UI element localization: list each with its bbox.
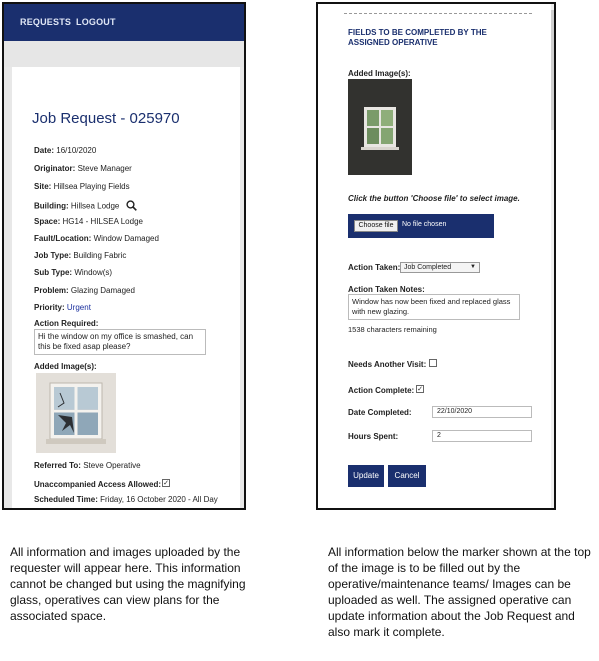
- field-site: Site: Hillsea Playing Fields: [34, 182, 130, 191]
- characters-remaining: 1538 characters remaining: [348, 325, 437, 334]
- field-fault-location: Fault/Location: Window Damaged: [34, 234, 159, 243]
- unaccompanied-access-checkbox[interactable]: ✓: [163, 480, 169, 487]
- action-complete-checkbox[interactable]: ✓: [417, 386, 423, 393]
- needs-another-visit-label: Needs Another Visit:: [348, 360, 427, 369]
- date-completed-label: Date Completed:: [348, 408, 412, 417]
- action-taken-select[interactable]: Job Completed ▼: [400, 262, 480, 273]
- action-complete-label: Action Complete:: [348, 386, 415, 395]
- field-date: Date: 16/10/2020: [34, 146, 97, 155]
- no-file-chosen-text: No file chosen: [402, 221, 447, 228]
- action-taken-label: Action Taken:: [348, 263, 401, 272]
- action-notes-textarea[interactable]: Window has now been fixed and replaced glass with new glazing.: [348, 294, 520, 320]
- field-sub-type: Sub Type: Window(s): [34, 268, 113, 277]
- field-referred-to: Referred To: Steve Operative: [34, 461, 141, 470]
- top-navbar: [4, 4, 244, 41]
- date-completed-input[interactable]: 22/10/2020: [432, 406, 532, 418]
- field-space: Space: HG14 - HILSEA Lodge: [34, 217, 143, 226]
- choose-file-button[interactable]: Choose file: [354, 220, 398, 232]
- hours-spent-label: Hours Spent:: [348, 432, 399, 441]
- action-required-text: Hi the window on my office is smashed, can this be fixed asap please?: [34, 329, 206, 355]
- operative-view-screenshot: [316, 2, 556, 510]
- section-marker-divider: [344, 13, 532, 14]
- chevron-down-icon: ▼: [470, 264, 476, 270]
- field-originator: Originator: Steve Manager: [34, 164, 132, 173]
- hours-spent-input[interactable]: 2: [432, 430, 532, 442]
- choose-file-hint: Click the button 'Choose file' to select image.: [348, 194, 520, 203]
- operative-window-photo[interactable]: [348, 79, 412, 175]
- field-problem: Problem: Glazing Damaged: [34, 286, 135, 295]
- nav-requests-link[interactable]: REQUESTS: [20, 17, 72, 27]
- file-upload-bar: [348, 214, 494, 238]
- left-caption: All information and images uploaded by the requester will appear here. This information cannot be changed but using the magnifying glass, operatives can view plans for the associated space.: [10, 545, 246, 623]
- action-required-label: Action Required:: [34, 319, 99, 328]
- field-scheduled-time: Scheduled Time: Friday, 16 October 2020 - All Day: [34, 495, 218, 504]
- added-images-label: Added Image(s):: [34, 362, 97, 371]
- requester-view-screenshot: [2, 2, 246, 510]
- scrollbar-thumb[interactable]: [551, 10, 556, 130]
- field-building: Building: Hillsea Lodge: [34, 200, 137, 213]
- requester-window-photo[interactable]: [36, 373, 116, 453]
- magnifying-glass-icon[interactable]: [126, 200, 137, 213]
- page-title: Job Request - 025970: [32, 110, 180, 127]
- field-job-type: Job Type: Building Fabric: [34, 251, 127, 260]
- operative-section-heading: FIELDS TO BE COMPLETED BY THE ASSIGNED OPERATIVE: [348, 28, 487, 47]
- right-caption: All information below the marker shown at the top of the image is to be filled out by the operative/maintenance teams/ Images can be uploaded as well. The assigned operative can update information about the Job Request and also mark it complete.: [328, 545, 591, 639]
- field-priority: Priority: Urgent: [34, 303, 91, 312]
- cancel-button[interactable]: Cancel: [388, 465, 426, 487]
- toolbar-strip: [4, 41, 244, 67]
- added-images-label: Added Image(s):: [348, 69, 411, 78]
- needs-another-visit-checkbox[interactable]: [429, 359, 437, 367]
- update-button[interactable]: Update: [348, 465, 384, 487]
- nav-logout-link[interactable]: LOGOUT: [76, 17, 116, 27]
- unaccompanied-access-label: Unaccompanied Access Allowed:: [34, 480, 161, 489]
- action-notes-label: Action Taken Notes:: [348, 285, 425, 294]
